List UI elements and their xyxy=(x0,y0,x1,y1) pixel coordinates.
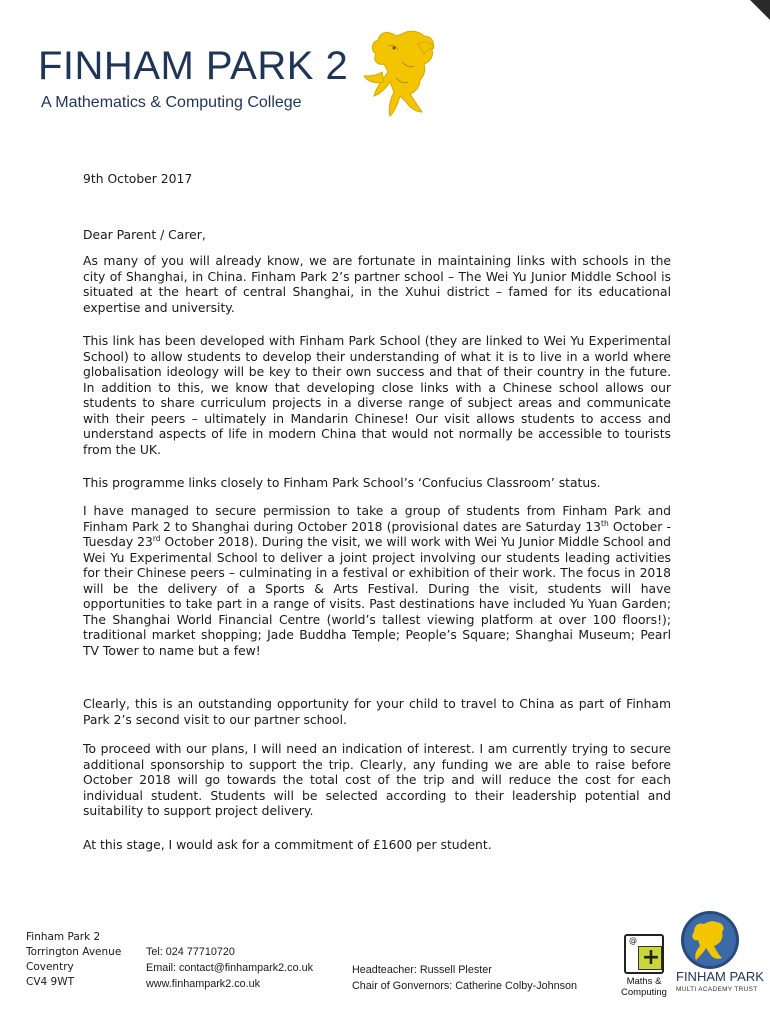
ordinal-suffix: th xyxy=(601,518,609,528)
computing-label: Computing xyxy=(621,987,667,998)
footer-email[interactable]: Email: contact@finhampark2.co.uk xyxy=(146,962,313,974)
footer-website[interactable]: www.finhampark2.co.uk xyxy=(146,978,261,990)
trust-lion-logo-icon xyxy=(680,910,740,970)
letter-salutation: Dear Parent / Carer, xyxy=(83,228,206,242)
paragraph-link-development: This link has been developed with Finham Park School (they are linked to Wei Yu Experimental School) to allow students to develop their understanding of what it is to live in a world where globalisation ideology will be key to their own success and that of their country in the future. In addition to this, we know that developing close links with a Chinese school allows our students to share curriculum projects in a diverse range of subject areas and communicate with their peers – ultimately in Mandarin Chinese! Our visit allows students to access and understand aspects of life in modern China that would not normally be accessible to tourists from the UK. xyxy=(83,334,671,457)
paragraph-shanghai-links: As many of you will already know, we are fortunate in maintaining links with schools in the city of Shanghai, in China. Finham Park 2’s partner school – The Wei Yu Junior Middle School is situated at the heart of central Shanghai, in the Xuhui district – famed for its educational expertise and university. xyxy=(83,254,671,315)
footer-chair: Chair of Gonvernors: Catherine Colby-Johnson xyxy=(352,980,578,992)
address-line: Torrington Avenue xyxy=(26,946,122,958)
school-tagline: A Mathematics & Computing College xyxy=(41,94,302,111)
plus-symbol: + xyxy=(641,945,661,970)
letter-date: 9th October 2017 xyxy=(83,172,193,186)
paragraph-trip-details xyxy=(83,504,671,659)
paragraph-opportunity: Clearly, this is an outstanding opportunity for your child to travel to China as part of Finham Park 2’s second visit to our partner school. xyxy=(83,697,671,727)
page-corner-mark xyxy=(750,0,770,20)
trip-text-part-1: I have managed to secure permission to take a group of students from Finham Park and Finham Park 2 to Shanghai during October 2018 (provisional dates are Saturday 13 xyxy=(83,504,671,534)
trust-name: FINHAM PARK xyxy=(676,969,764,984)
paragraph-interest-funding: To proceed with our plans, I will need an indication of interest. I am currently trying to secure additional sponsorship to support the trip. Clearly, any funding we are able to raise before October 2018 will go towards the total cost of the trip and will reduce the cost for each individual student. Students will be selected according to their leadership potential and suitability to support project delivery. xyxy=(83,742,671,818)
paragraph-confucius-classroom: This programme links closely to Finham Park School’s ‘Confucius Classroom’ status. xyxy=(83,476,601,490)
footer-telephone: Tel: 024 77710720 xyxy=(146,946,235,958)
ordinal-suffix: rd xyxy=(152,534,161,543)
maths-computing-label xyxy=(618,976,670,998)
address-line: Coventry xyxy=(26,961,74,973)
at-symbol: @ xyxy=(629,936,637,945)
maths-label: Maths & xyxy=(626,976,662,987)
trip-text-part-3: October 2018). During the visit, we will work with Wei Yu Junior Middle School and Wei Yu Experimental School to deliver a joint project involving our students leading activities for their Chinese peers – culminating in a festival or exhibition of their work. The focus in 2018 will be the delivery of a Sports & Arts Festival. During the visit, students will have opportunities to take part in a range of visits. Past destinations have included Yu Yuan Garden; The Shanghai World Financial Centre (world’s tallest viewing platform at over 100 floors!); traditional market shopping; Jade Buddha Temple; People’s Square; Shanghai Museum; Pearl TV Tower to name but a few! xyxy=(83,535,671,658)
lion-logo-icon xyxy=(358,22,438,122)
footer-leadership xyxy=(352,962,577,994)
footer-address xyxy=(26,930,121,990)
trust-subtitle: MULTI ACADEMY TRUST xyxy=(676,986,758,993)
address-line: CV4 9WT xyxy=(26,976,75,988)
address-line: Finham Park 2 xyxy=(26,931,101,943)
plus-key xyxy=(638,946,662,970)
calculator-icon xyxy=(624,934,664,974)
maths-computing-logo xyxy=(618,928,670,1024)
school-name: FINHAM PARK 2 xyxy=(38,44,349,88)
paragraph-commitment: At this stage, I would ask for a commitment of £1600 per student. xyxy=(83,838,492,852)
footer-contact xyxy=(146,944,313,992)
trip-text-part-2: October - Tuesday 23 xyxy=(83,519,671,549)
footer-headteacher: Headteacher: Russell Plester xyxy=(352,964,492,976)
